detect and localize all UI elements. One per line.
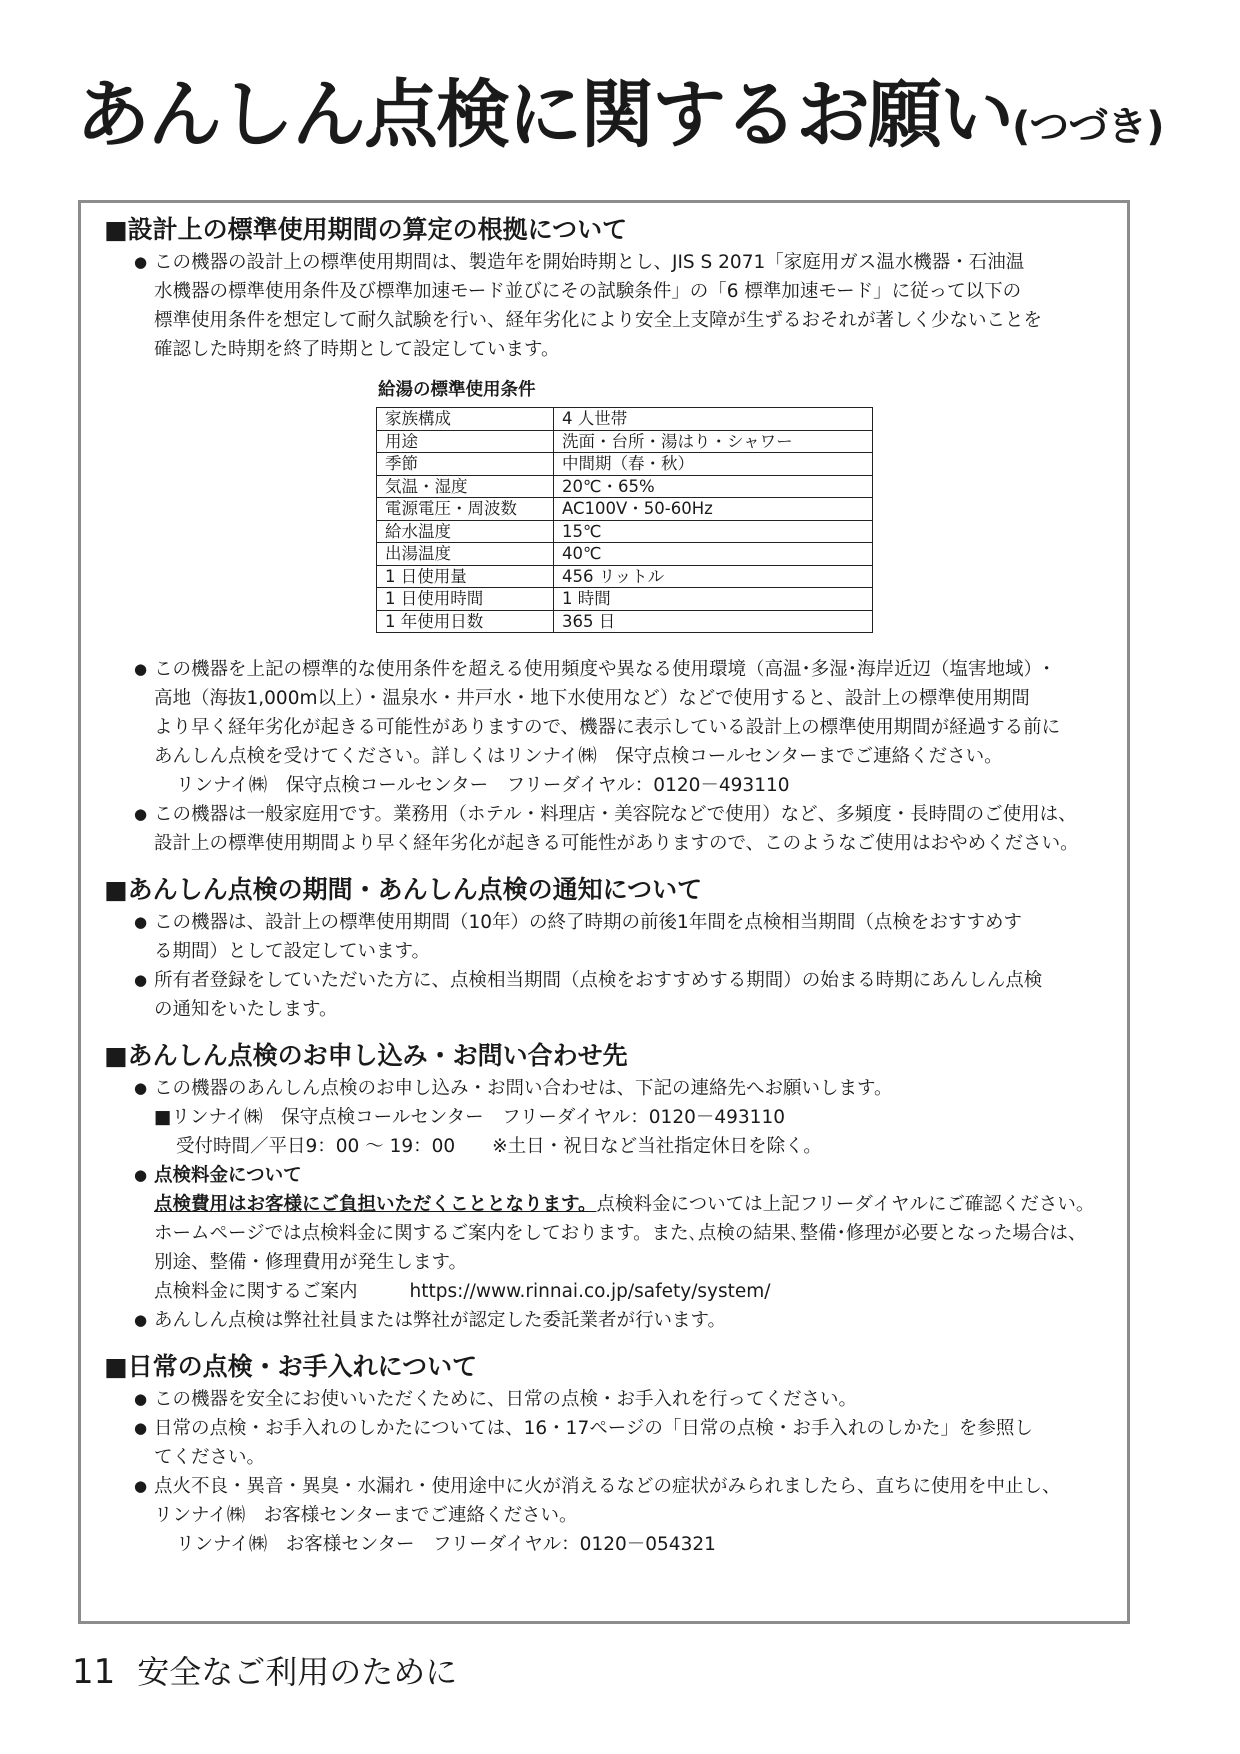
list-item: ● あんしん点検は弊社社員または弊社が認定した委託業者が行います。 [104,1306,1140,1335]
bullet-icon: ● [134,805,148,823]
bullet-icon: ● [134,660,148,678]
table-row [377,520,873,543]
section-heading-standard-period: ■設計上の標準使用期間の算定の根拠について [104,215,628,244]
page-number: 11 [72,1652,116,1692]
list-item: ● この機器は一般家庭用です。業務用（ホテル・料理店・美容院などで使用）など、多頻度・長時間のご使用は、 設計上の標準使用期間より早く経年劣化が起きる可能性がありますので、このようなご使用はおやめください。 [104,800,1140,858]
bullet-icon: ● [134,1079,148,1097]
call-center-contact: ■リンナイ㈱ 保守点検コールセンター フリーダイヤル：0120－493110 [154,1107,785,1128]
bullet-icon: ● [134,1166,148,1184]
table-row [377,453,873,476]
list-item: ● この機器を上記の標準的な使用条件を超える使用頻度や異なる使用環境（高温･多湿･海岸近辺（塩害地域）･ 高地（海抜1,000m以上）・温泉水・井戸水・地下水使用など）などで使用すると、設計上の標準使用期間 より早く経年劣化が起きる可能性がありますので、機器に表示している設計上の標準使用期間が経過する前に あんしん点検を受けてください。詳しくはリンナイ㈱ 保守点検コールセンターまでご連絡ください。 [104,655,1140,771]
bullet-icon: ● [134,1477,148,1495]
table-row [377,543,873,566]
condition-value: 365 日 [554,610,873,633]
standard-conditions-table-wrap [104,376,1140,633]
fee-info-link-row [104,1277,1140,1306]
table-row [377,430,873,453]
fee-heading: ● 点検料金について [104,1161,1140,1190]
fee-notice: 点検費用はお客様にご負担いただくこととなります。点検料金については上記フリーダイヤルにご確認ください。 [154,1194,1095,1215]
footer-label: 安全なご利用のために [137,1653,458,1691]
condition-label: 1 日使用時間 [377,588,554,611]
bullet-icon: ● [134,913,148,931]
table-row [377,565,873,588]
table-row [377,498,873,521]
condition-label: 給水温度 [377,520,554,543]
condition-value: 40℃ [554,543,873,566]
condition-value: 中間期（春・秋） [554,453,873,476]
section-heading-inspection-period: ■あんしん点検の期間・あんしん点検の通知について [104,875,703,904]
condition-label: 電源電圧・周波数 [377,498,554,521]
condition-value: 456 リットル [554,565,873,588]
section-heading-application-contact: ■あんしん点検のお申し込み・お問い合わせ先 [104,1041,628,1070]
bullet-icon: ● [134,971,148,989]
page-title [76,72,1164,158]
condition-value: 4 人世帯 [554,408,873,431]
list-item: ● この機器を安全にお使いいただくために、日常の点検・お手入れを行ってください。 [104,1385,1140,1414]
bullet-icon: ● [134,253,148,271]
condition-value: AC100V・50-60Hz [554,498,873,521]
fee-emphasis: 点検費用はお客様にご負担いただくこととなります。 [154,1194,597,1215]
table-caption: 給湯の標準使用条件 [378,380,536,400]
fee-text-line: 別途、整備・修理費用が発生します。 [154,1252,468,1273]
condition-label: 用途 [377,430,554,453]
content-body [104,212,1140,1559]
list-item: ● 点火不良・異音・異臭・水漏れ・使用途中に火が消えるなどの症状がみられましたら、直ちに使用を中止し、 リンナイ㈱ お客様センターまでご連絡ください。 [104,1472,1140,1530]
condition-value: 15℃ [554,520,873,543]
list-item: ● この機器は、設計上の標準使用期間（10年）の終了時期の前後1年間を点検相当期間（点検をおすすめす る期間）として設定しています。 [104,908,1140,966]
bullet-icon: ● [134,1311,148,1329]
condition-label: 気温・湿度 [377,475,554,498]
fee-link-url[interactable]: https://www.rinnai.co.jp/safety/system/ [409,1281,771,1302]
table-row [377,475,873,498]
fee-text-line: ホームページでは点検料金に関するご案内をしております。また､点検の結果､整備･修理が必要となった場合は、 [154,1223,1087,1244]
maintenance-call-center-contact: リンナイ㈱ 保守点検コールセンター フリーダイヤル：0120－493110 [176,775,790,796]
bullet-icon: ● [134,1390,148,1408]
table-row [377,588,873,611]
condition-label: 1 年使用日数 [377,610,554,633]
business-hours: 受付時間／平日9：00 ～ 19：00 ※土日・祝日など当社指定休日を除く。 [176,1136,822,1157]
list-item: ● 所有者登録をしていただいた方に、点検相当期間（点検をおすすめする期間）の始まる時期にあんしん点検 の通知をいたします。 [104,966,1140,1024]
customer-center-contact: リンナイ㈱ お客様センター フリーダイヤル：0120－054321 [176,1534,716,1555]
table-row [377,408,873,431]
condition-value: 20℃・65% [554,475,873,498]
table-row [377,610,873,633]
condition-label: 季節 [377,453,554,476]
section-heading-daily-maintenance: ■日常の点検・お手入れについて [104,1352,478,1381]
condition-label: 出湯温度 [377,543,554,566]
bullet-icon: ● [134,1419,148,1437]
standard-conditions-table [376,407,873,633]
list-item: ● この機器の設計上の標準使用期間は、製造年を開始時期とし、JIS S 2071「家庭用ガス温水機器・石油温 水機器の標準使用条件及び標準加速モード並びにその試験条件」の「6 標準加速モード」に従って以下の 標準使用条件を想定して耐久試験を行い、経年劣化により安全上支障が生ずるおそれが著しく少ないことを 確認した時期を終了時期として設定しています。 [104,248,1140,364]
fee-link-label: 点検料金に関するご案内 [154,1281,358,1302]
list-item: ● この機器のあんしん点検のお申し込み・お問い合わせは、下記の連絡先へお願いします。 [104,1074,1140,1103]
condition-label: 1 日使用量 [377,565,554,588]
condition-label: 家族構成 [377,408,554,431]
page-title-sub: (つづき) [1012,104,1164,150]
list-item: ● 日常の点検・お手入れのしかたについては、16・17ページの「日常の点検・お手入れのしかた」を参照し てください。 [104,1414,1140,1472]
page-title-main: あんしん点検に関するお願い [76,72,1012,158]
condition-value: 1 時間 [554,588,873,611]
page-footer [72,1652,457,1692]
condition-value: 洗面・台所・湯はり・シャワー [554,430,873,453]
